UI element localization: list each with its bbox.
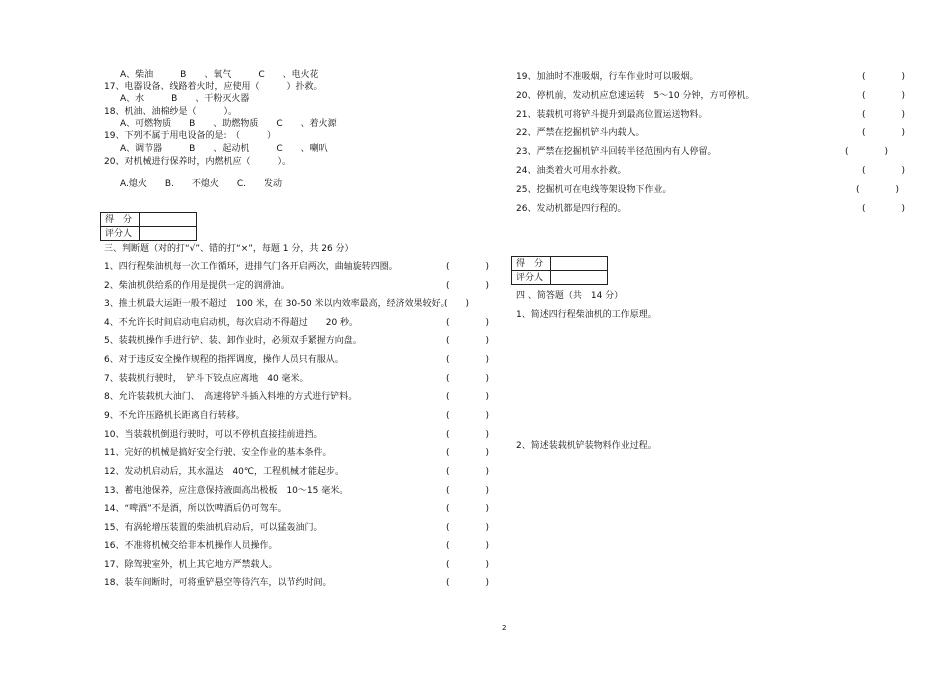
answer-paren[interactable]: ( ) — [446, 448, 490, 458]
tf-item: 11、完好的机械是搞好安全行驶、安全作业的基本条件。 — [104, 448, 332, 458]
answer-paren[interactable]: ( ) — [446, 355, 490, 365]
mc-line: A、调节器 B 、起动机 C 、喇叭 — [120, 144, 328, 154]
answer-paren[interactable]: ( ) — [446, 486, 490, 496]
mc-line: A、柴油 B 、氧气 C 、电火花 — [120, 70, 319, 80]
question-item: 2、简述装载机铲装物料作业过程。 — [516, 441, 657, 451]
grader-label: 评分人 — [101, 227, 140, 241]
answer-paren[interactable]: ( ) — [446, 392, 490, 402]
score-cell[interactable] — [140, 213, 197, 227]
tf-item: 6、对于违反安全操作规程的指挥调度，操作人员只有服从。 — [104, 355, 344, 365]
page-number: 2 — [502, 624, 507, 632]
section-heading-true-false: 三、判断题（对的打“√”、错的打“×”，每题 1 分，共 26 分） — [104, 244, 354, 254]
tf-item: 5、装载机操作手进行铲、装、卸作业时，必须双手紧握方向盘。 — [104, 336, 362, 346]
tf-item: 9、不允许压路机长距离自行转移。 — [104, 411, 245, 421]
mc-line: 19、下列不属于用电设备的是: （ ） — [104, 131, 276, 141]
section-heading-short-answer: 四 、简答题（共 14 分） — [516, 291, 624, 301]
tf-item: 13、蓄电池保养，应注意保持液面高出极板 10～15 毫米。 — [104, 486, 349, 496]
tf-item: 26、发动机都是四行程的。 — [516, 204, 627, 214]
answer-paren[interactable]: ( ) — [446, 578, 490, 588]
grader-cell[interactable] — [551, 271, 608, 285]
tf-item: 20、停机前，发动机应怠速运转 5～10 分钟，方可停机。 — [516, 91, 755, 101]
question-item: 1、简述四行程柴油机的工作原理。 — [516, 310, 657, 320]
answer-paren[interactable]: ( ) — [862, 110, 906, 120]
score-box — [511, 256, 608, 285]
answer-paren[interactable]: ( ) — [446, 262, 490, 272]
answer-paren[interactable]: ( ) — [446, 467, 490, 477]
mc-line: A、可燃物质 B 、助燃物质 C 、着火源 — [120, 119, 337, 129]
tf-item: 19、加油时不准吸烟，行车作业时可以吸烟。 — [516, 72, 699, 82]
answer-paren[interactable]: ( ) — [845, 147, 889, 157]
answer-paren[interactable]: ( ) — [856, 185, 900, 195]
mc-line: 17、电器设备、线路着火时，应使用（ ）扑救。 — [104, 82, 323, 92]
mc-line: 18、机油、油棉纱是（ ）。 — [104, 107, 237, 117]
tf-item: 21、装载机可将铲斗提升到最高位置运送物料。 — [516, 110, 708, 120]
tf-item: 24、油类着火可用水扑救。 — [516, 166, 627, 176]
tf-item: 4、不允许长时间启动电启动机，每次启动不得超过 20 秒。 — [104, 318, 359, 328]
tf-item: 16、不准将机械交给非本机操作人员操作。 — [104, 541, 278, 551]
tf-item: 25、挖掘机可在电线等架设物下作业。 — [516, 185, 672, 195]
answer-paren[interactable]: ( ) — [862, 91, 906, 101]
answer-paren[interactable]: ( ) — [446, 430, 490, 440]
answer-paren[interactable]: ( ) — [446, 411, 490, 421]
answer-paren[interactable]: ( ) — [446, 374, 490, 384]
score-label: 得 分 — [101, 213, 140, 227]
answer-paren[interactable]: ( ) — [862, 128, 906, 138]
tf-item: 2、柴油机供给系的作用是提供一定的润滑油。 — [104, 281, 290, 291]
answer-paren[interactable]: ( ) — [446, 560, 490, 570]
tf-item: 7、装载机行驶时， 铲斗下铰点应离地 40 毫米。 — [104, 374, 309, 384]
mc-line: A.熄火 B. 不熄火 C. 发动 — [120, 179, 283, 189]
answer-paren[interactable]: ( ) — [862, 204, 906, 214]
tf-item: 18、装车间断时，可将重铲悬空等待汽车，以节约时间。 — [104, 578, 332, 588]
score-box — [100, 212, 197, 241]
answer-paren[interactable]: ( ) — [446, 281, 490, 291]
answer-paren[interactable]: ( ) — [444, 299, 470, 309]
grader-cell[interactable] — [140, 227, 197, 241]
tf-item: 1、四行程柴油机每一次工作循环，进排气门各开启两次，曲轴旋转四圈。 — [104, 262, 398, 272]
grader-label: 评分人 — [512, 271, 551, 285]
tf-item: 23、严禁在挖掘机铲斗回转半径范围内有人停留。 — [516, 147, 717, 157]
tf-item: 15、有涡轮增压装置的柴油机启动后，可以猛轰油门。 — [104, 523, 323, 533]
answer-paren[interactable]: ( ) — [862, 166, 906, 176]
answer-paren[interactable]: ( ) — [446, 541, 490, 551]
tf-item: 3、推土机最大运距一般不超过 100 米，在 30-50 米以内效率最高，经济效果较好。 — [104, 299, 450, 309]
answer-paren[interactable]: ( ) — [446, 336, 490, 346]
tf-item: 14、“啤酒”不是酒，所以饮啤酒后仍可驾车。 — [104, 504, 287, 514]
tf-item: 12、发动机启动后，其水温达 40℃，工程机械才能起步。 — [104, 467, 345, 477]
score-cell[interactable] — [551, 257, 608, 271]
mc-line: A、水 B 、干粉灭火器 — [120, 94, 250, 104]
tf-item: 8、允许装载机大油门、 高速将铲斗插入料堆的方式进行铲料。 — [104, 392, 358, 402]
tf-item: 10、当装载机倒退行驶时，可以不停机直接挂前进挡。 — [104, 430, 323, 440]
tf-item: 22、严禁在挖掘机铲斗内载人。 — [516, 128, 645, 138]
answer-paren[interactable]: ( ) — [862, 72, 906, 82]
mc-line: 20、对机械进行保养时，内燃机应（ ）。 — [104, 157, 291, 167]
answer-paren[interactable]: ( ) — [446, 318, 490, 328]
score-label: 得 分 — [512, 257, 551, 271]
answer-paren[interactable]: ( ) — [446, 523, 490, 533]
answer-paren[interactable]: ( ) — [446, 504, 490, 514]
tf-item: 17、除驾驶室外，机上其它地方严禁载人。 — [104, 560, 278, 570]
